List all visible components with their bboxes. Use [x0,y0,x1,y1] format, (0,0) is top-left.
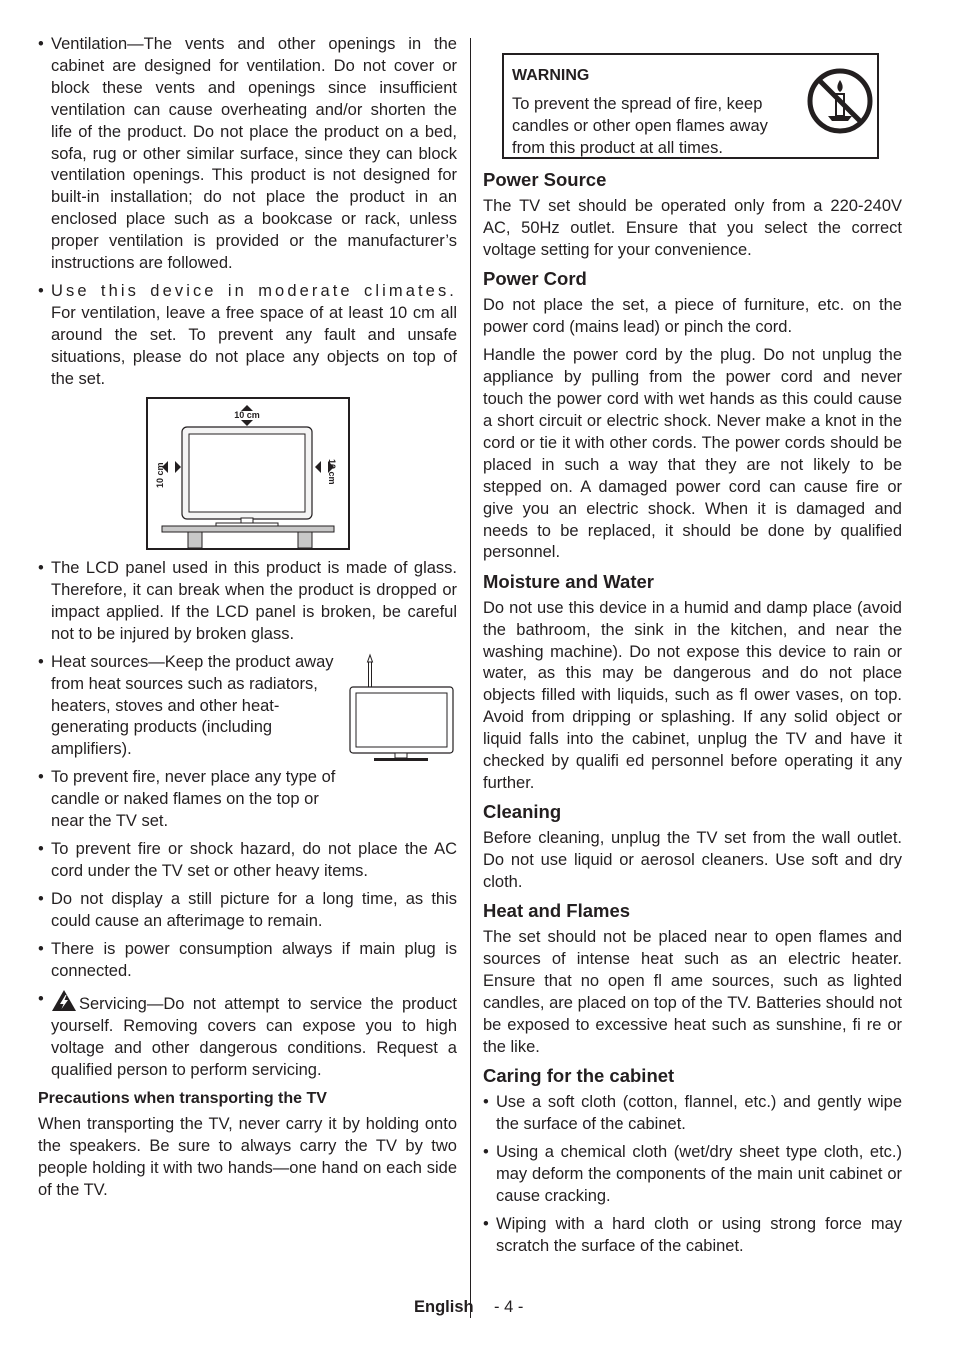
power-cord-heading: Power Cord [483,268,587,290]
section-cleaning [483,801,902,894]
section-power-source [483,169,902,262]
heat-sources-block [38,652,457,833]
bullet-ventilation: • Ventilation—The vents and other openings in the cabinet are designed for ventilation. Do not cover or block these vents and openings since insufficient ventilation can cause overheating and/or shorten the life of the product. Do not place the product on a bed, sofa, rug or other similar surface, since they can block ventilation openings. This product is not designed for built-in installation; do not place the product in an enclosed place such as a bookcase or rack, unless proper ventilation is provided or the manufacturer’s instructions are followed. [38,34,457,275]
cleaning-text: Before cleaning, unplug the TV set from the wall outlet. Do not use liquid or aerosol cleaners. Use soft and dry cloth. [483,829,902,892]
climate-lead: Use this device in moderate climates. [51,282,457,301]
warning-title: WARNING [512,67,590,84]
clearance-top-label: 10 cm [234,409,260,420]
moisture-heading: Moisture and Water [483,570,654,592]
power-cord-text-1: Do not place the set, a piece of furniture, etc. on the power cord (mains lead) or pinch the cord. [483,296,902,337]
bullet-ac-cord: • To prevent fire or shock hazard, do not place the AC cord under the TV set or other heavy items. [38,839,457,883]
cabinet-bullet-soft-cloth: • Use a soft cloth (cotton, flannel, etc.) and gently wipe the surface of the cabinet. [483,1092,902,1136]
bullet-servicing [38,989,457,1082]
bullet-still-picture: • Do not display a still picture for a long time, as this could cause an afterimage to remain. [38,889,457,933]
more-safety-list [38,839,457,1082]
no-candle-icon [807,68,873,134]
bullet-lcd-glass: • The LCD panel used in this product is made of glass. Therefore, it can break when the product is dropped or impact applied. If the LCD panel is broken, be careful not to be injured by broken glass. [38,558,457,646]
clearance-left-label: 10 cm [155,462,165,488]
column-divider [470,38,471,1318]
warning-box [502,53,879,159]
transport-heading: Precautions when transporting the TV [38,1090,327,1108]
safety-list [38,558,457,646]
section-moisture [483,571,902,795]
power-source-heading: Power Source [483,169,607,190]
page-number: - 4 - [494,1298,524,1316]
bullet-power-consumption: • There is power consumption always if main plug is connected. [38,939,457,983]
bullet-climate [38,281,457,391]
left-column [38,34,457,1202]
section-cabinet [483,1065,902,1258]
heat-flames-heading: Heat and Flames [483,900,631,922]
cleaning-heading: Cleaning [483,801,562,823]
climate-text: For ventilation, leave a free space of at least 10 cm all around the set. To prevent any fault and unsafe situations, please do not place any objects on top of the set. [51,304,457,388]
servicing-text: Servicing—Do not attempt to service the product yourself. Removing covers can expose you to high voltage and other dangerous conditions. Request a qualified person to perform servicing. [51,995,457,1080]
footer-language: English [414,1298,474,1316]
warning-text: To prevent the spread of fire, keep candles or other open flames away from this product at all times. [512,95,768,157]
cabinet-bullet-hard-cloth: • Wiping with a hard cloth or using strong force may scratch the surface of the cabinet. [483,1214,902,1258]
clearance-right-label: 10 cm [327,458,337,485]
tv-with-candle-illustration [346,653,454,767]
right-column [483,0,902,1264]
section-power-cord [483,268,902,564]
section-heat-flames [483,900,902,1058]
ventilation-list [38,34,457,391]
power-cord-text-2: Handle the power cord by the plug. Do not unplug the appliance by pulling from the power cord and never touch the power cord with wet hands as this could cause a short circuit or electric shock. Never make a knot in the cord or tie it with other cords. The power cords should be placed in such a way that they are not likely to be stepped on. A damaged power cord can cause fire or give you an electric shock. When it is damaged and needs to be replaced, it should be done by qualified personnel. [483,346,902,562]
moisture-text: Do not use this device in a humid and damp place (avoid the bathroom, the sink in the kitchen, and near the washing machine). Do not expose this device to rain or water, as this may be dangerous and do not place objects filled with liquids, such as fl ower vases, on top. Avoid from dripping or splashing. If any solid object or liquid falls into the cabinet, unplug the TV and have it checked by qualifi ed personnel before operating it any further. [483,598,902,793]
warning-triangle-icon [51,989,77,1012]
heat-flames-text: The set should not be placed near to open flames and sources of intense heat such as an electric heater. Ensure that no open fl ame sources, such as lighted candles, are placed on top of the TV. Batteries should not be exposed to excessive heat such as sunshine, fi re or the like. [483,928,902,1056]
bullet-no-candles: • To prevent fire, never place any type of candle or naked flames on the top or near the TV set. [38,767,346,833]
power-source-text: The TV set should be operated only from a 220-240V AC, 50Hz outlet. Ensure that you select the correct voltage setting for your convenience. [483,197,902,259]
cabinet-bullet-chemical-cloth: • Using a chemical cloth (wet/dry sheet type cloth, etc.) may deform the components of the main unit cabinet or cause cracking. [483,1142,902,1208]
transport-text: When transporting the TV, never carry it by holding onto the speakers. Be sure to always carry the TV by two people holding it with two hands—one hand on each side of the TV. [38,1115,457,1199]
ventilation-clearance-figure [146,397,350,550]
cabinet-heading: Caring for the cabinet [483,1065,675,1087]
bullet-heat-sources: • Heat sources—Keep the product away from heat sources such as radiators, heaters, stoves and other heat-generating products (including amplifiers). [38,652,346,762]
